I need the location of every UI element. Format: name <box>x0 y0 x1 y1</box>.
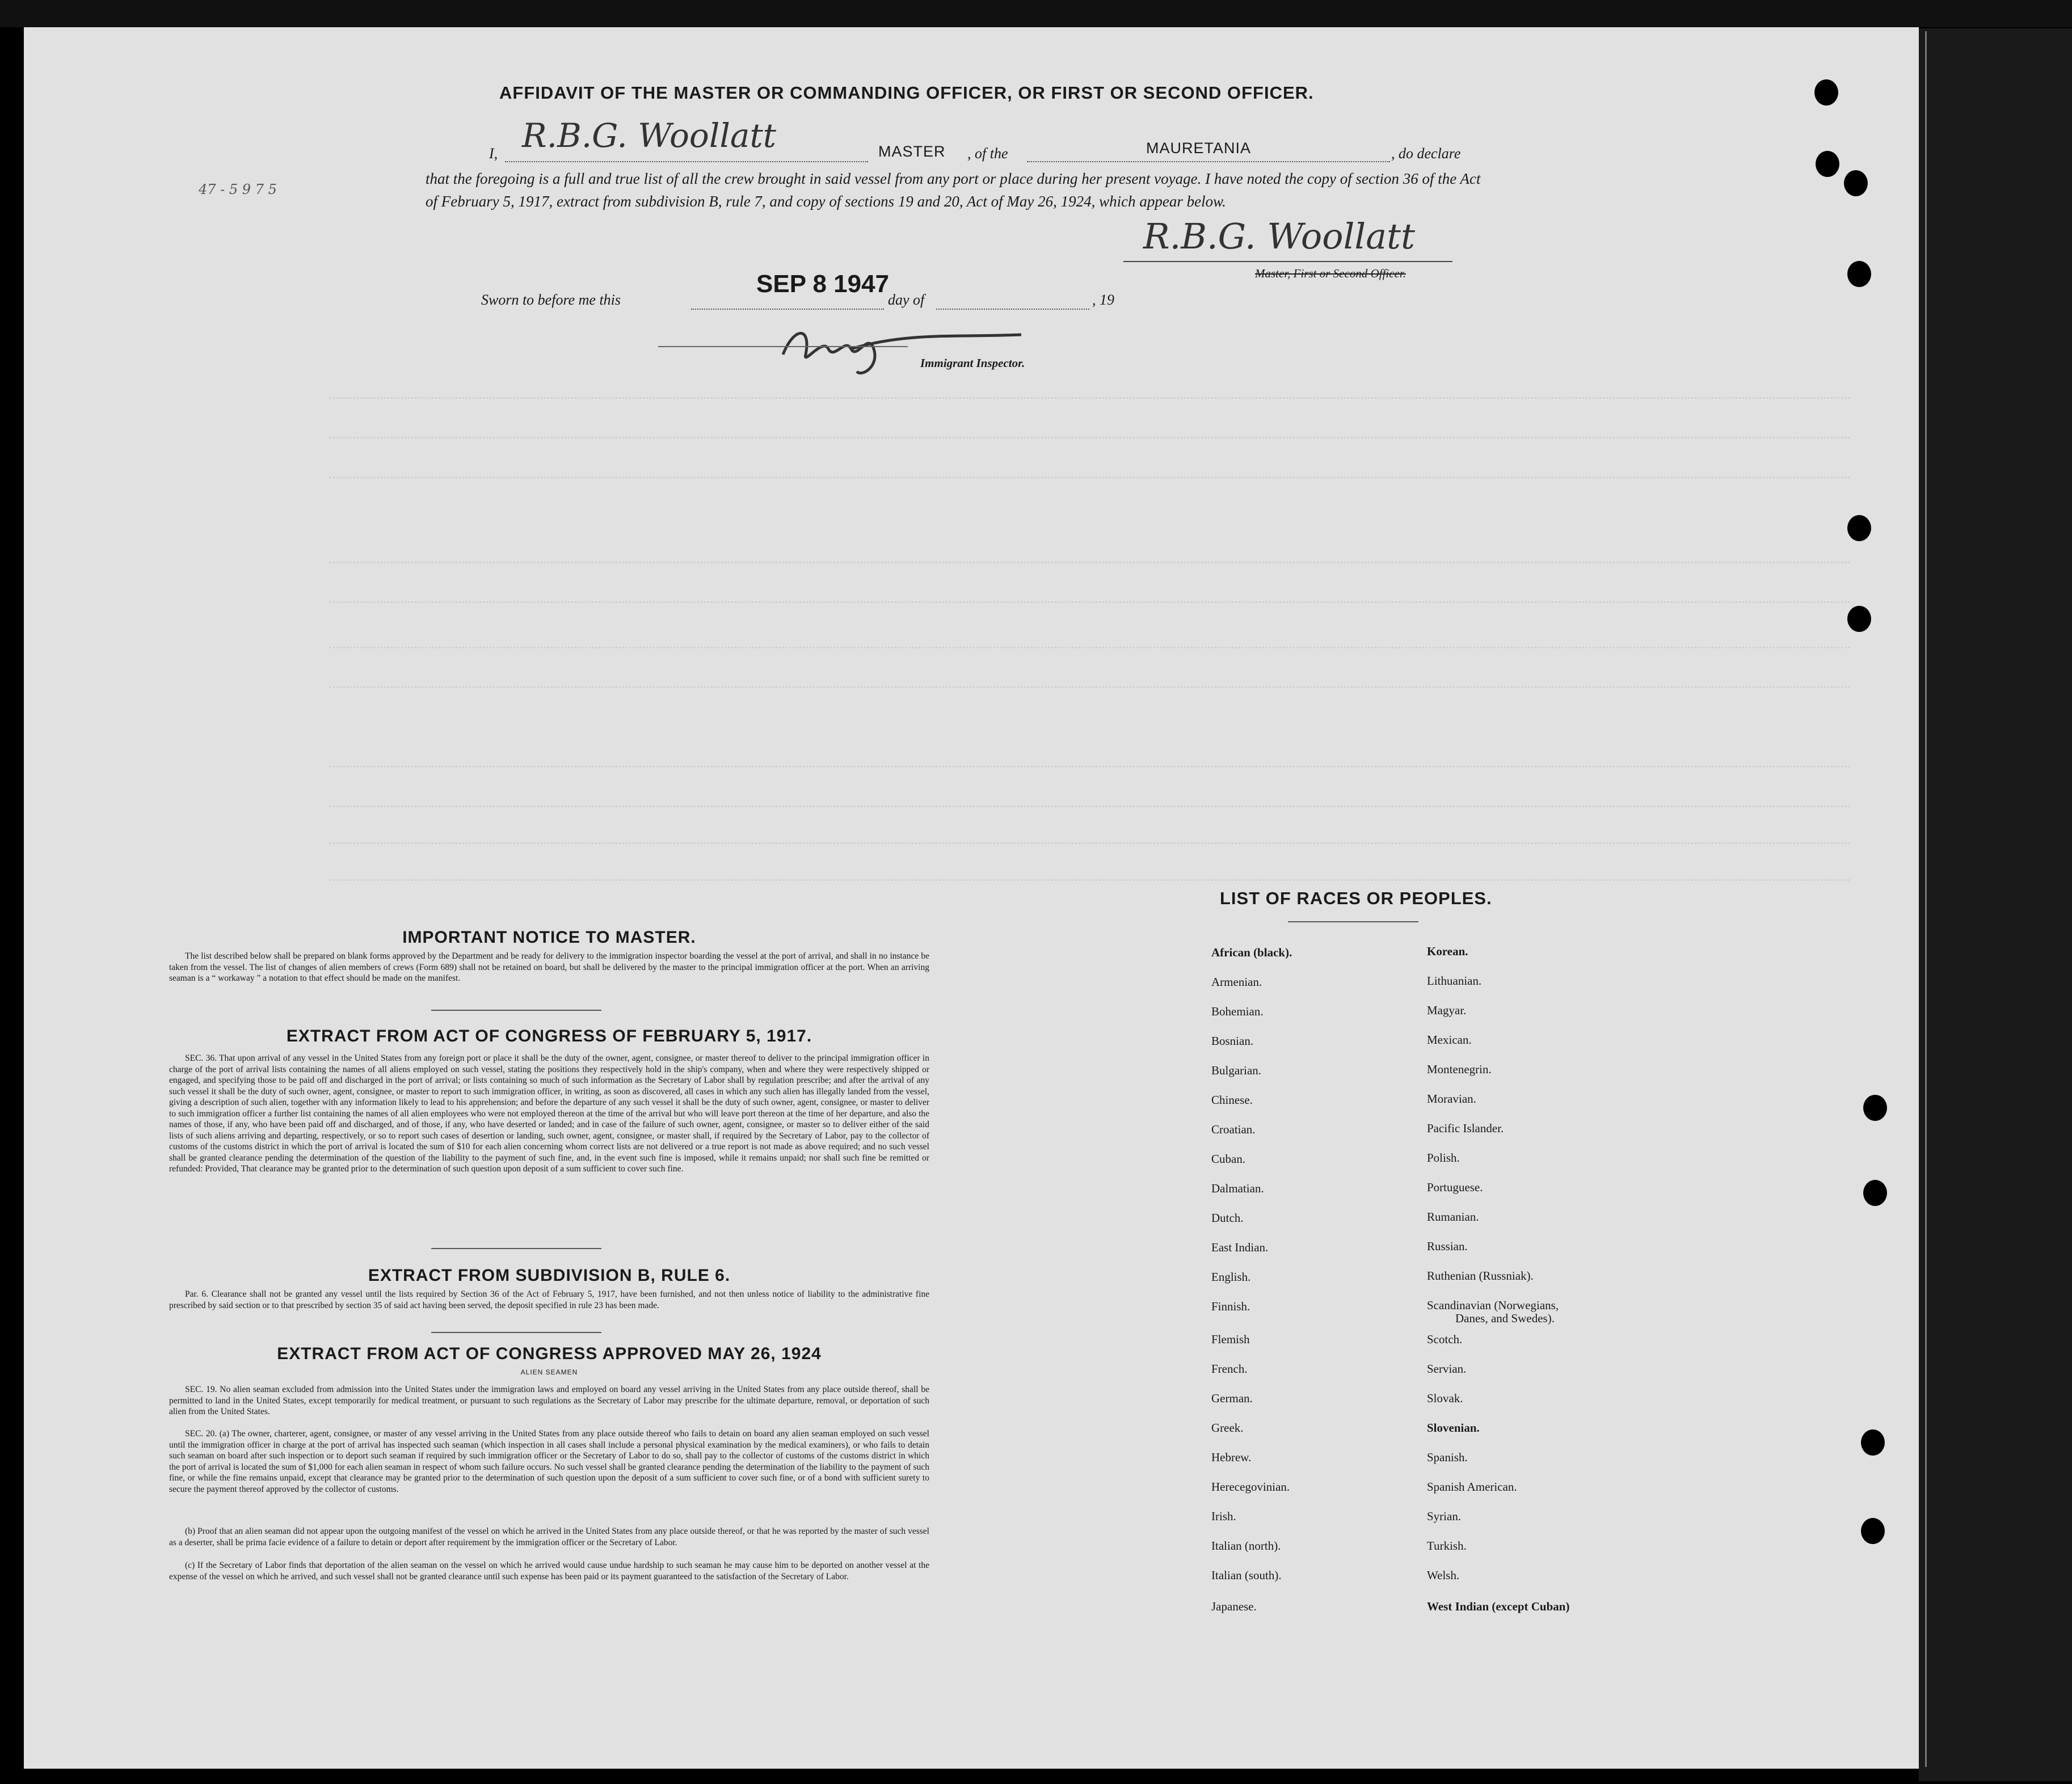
race-right-item: Rumanian. <box>1427 1210 1479 1224</box>
race-left-item: Dalmatian. <box>1211 1182 1264 1195</box>
extract-1924-subtitle: ALIEN SEAMEN <box>520 1368 578 1376</box>
signature-line <box>1123 261 1452 262</box>
day-of-label: day of <box>888 292 925 308</box>
extract-1924-sec19: SEC. 19. No alien seaman excluded from admission into the United States under the immigration laws and employed on board any vessel arriving in the United States from any place outside thereof, shall be permitted to land in the United States, except temporarily for medical treatment, or pursuant to such regulations as the Secretary of Labor may prescribe for the ultimate departure, removal, or deportation of such alien from the United States. <box>169 1385 929 1416</box>
page-edge <box>1925 31 1927 1767</box>
race-left-item: Japanese. <box>1211 1600 1257 1613</box>
race-right-item: Syrian. <box>1427 1509 1462 1523</box>
race-right-item: Servian. <box>1427 1362 1467 1376</box>
punch-hole <box>1861 1429 1885 1456</box>
affidavit-title: AFFIDAVIT OF THE MASTER OR COMMANDING OFFICER, OR FIRST OR SECOND OFFICER. <box>499 83 1314 103</box>
i-label: I, <box>489 145 498 162</box>
master-signature-right: R.B.G. Woollatt <box>1143 216 1416 257</box>
extract-1924-sec20a: SEC. 20. (a) The owner, charterer, agent, consignee, or master of any vessel arriving in the United States from any place outside thereof who fails to detain on board any alien seaman employed on such vessel until the immigration officer in charge at the port of arrival has inspected such seaman (which inspection in all cases shall include a personal physical examination by the medical examiners), or who fails to detain such seaman on board after such inspection or to deport such seaman if required by such immigration officer or the Secretary of Labor to do so, shall pay to the collector of customs of the customs district in which the port of arrival is located the sum of $1,000 for each alien seaman in respect of whom such failure occurs. No such vessel shall be granted clearance pending the determination of the liability to the payment of such fine, or while the fine remains unpaid, except that clearance may be granted prior to the determination of such question upon the deposit of a sum sufficient to cover such fine, or of a bond with sufficient surety to secure the payment thereof approved by the collector of customs. <box>169 1429 929 1494</box>
master-signature: R.B.G. Woollatt <box>522 116 777 155</box>
inspector-caption: Immigrant Inspector. <box>920 356 1025 370</box>
race-right-item: Pacific Islander. <box>1427 1121 1504 1135</box>
race-left-item: Irish. <box>1211 1509 1236 1523</box>
race-right-item: Turkish. <box>1427 1539 1467 1553</box>
inspector-line <box>658 346 908 347</box>
race-right-item: Portuguese. <box>1427 1180 1483 1194</box>
vessel-name-line <box>1027 161 1390 162</box>
notice-body: The list described below shall be prepared on blank forms approved by the Department and be ready for delivery to the immigration inspector boarding the vessel at the port of arrival, and shall in no instance be taken from the vessel. The list of changes of alien members of crews (Form 689) shall not be retained on board, but shall be delivered by the master to the principal immigration officer at the port. When an arriving seaman is a “ workaway ” a notation to that effect should be made on the manifest. <box>169 951 929 983</box>
document-page <box>24 27 1919 1769</box>
race-right-item: Moravian. <box>1427 1092 1476 1106</box>
master-role: MASTER <box>878 143 946 160</box>
bleedthrough-line <box>329 842 1850 844</box>
race-left-item: Italian (south). <box>1211 1568 1282 1582</box>
race-left-item: Hebrew. <box>1211 1450 1252 1464</box>
race-left-item: African (black). <box>1211 946 1292 959</box>
race-left-item: Dutch. <box>1211 1211 1244 1225</box>
bleedthrough-line <box>329 647 1850 648</box>
bleedthrough-line <box>329 686 1850 688</box>
race-right-item: Slovenian. <box>1427 1421 1480 1435</box>
races-divider <box>1288 921 1418 922</box>
race-left-item: Finnish. <box>1211 1300 1250 1313</box>
race-right-item: Russian. <box>1427 1239 1468 1253</box>
punch-hole <box>1847 606 1871 632</box>
bleedthrough-line <box>329 476 1850 478</box>
date-stamp: SEP 8 1947 <box>756 270 890 298</box>
do-declare-label: , do declare <box>1391 145 1461 162</box>
month-line <box>936 309 1089 310</box>
inspector-signature <box>772 315 1033 383</box>
race-left-item: Bulgarian. <box>1211 1064 1262 1077</box>
race-right-item: Korean. <box>1427 944 1468 958</box>
race-left-item: East Indian. <box>1211 1241 1269 1254</box>
year-label: , 19 <box>1092 292 1114 308</box>
punch-hole <box>1863 1180 1887 1206</box>
scan-border-top <box>0 0 2072 27</box>
race-left-item: Bosnian. <box>1211 1034 1254 1048</box>
notice-title: IMPORTANT NOTICE TO MASTER. <box>402 928 696 947</box>
race-right-item: West Indian (except Cuban) <box>1427 1600 1570 1613</box>
race-left-item: Greek. <box>1211 1421 1244 1435</box>
race-right-item: Scotch. <box>1427 1332 1463 1346</box>
race-left-item: Armenian. <box>1211 975 1262 989</box>
sworn-day-line <box>691 309 884 310</box>
bleedthrough-line <box>329 805 1850 807</box>
race-left-item: Flemish <box>1211 1332 1250 1346</box>
races-title: LIST OF RACES OR PEOPLES. <box>1220 888 1492 908</box>
bleedthrough-line <box>329 562 1850 563</box>
bleedthrough-line <box>329 766 1850 767</box>
vessel-name: MAURETANIA <box>1146 140 1252 157</box>
extract-1924-sec20c: (c) If the Secretary of Labor finds that deportation of the alien seaman on the vessel on which he arrived would cause undue hardship to such seaman he may cause him to be deported on another vessel at the expense of the vessel on which he arrived, and such vessel shall not be granted clearance until such expense has been paid or its payment guaranteed to the satisfaction of the Secretary of Labor. <box>169 1561 929 1581</box>
race-right-item: Magyar. <box>1427 1003 1467 1017</box>
race-left-item: Croatian. <box>1211 1123 1256 1136</box>
race-left-item: Italian (north). <box>1211 1539 1281 1553</box>
race-right-item: Ruthenian (Russniak). <box>1427 1269 1534 1283</box>
race-right-item: Montenegrin. <box>1427 1062 1492 1076</box>
punch-hole <box>1847 515 1871 541</box>
race-left-item: French. <box>1211 1362 1248 1376</box>
master-name-line <box>505 161 868 162</box>
extract-rule6-title: EXTRACT FROM SUBDIVISION B, RULE 6. <box>368 1266 731 1285</box>
race-left-item: Chinese. <box>1211 1093 1253 1107</box>
punch-hole <box>1847 261 1871 287</box>
declaration-text: that the foregoing is a full and true list of all the crew brought in said vessel from any port or place during her present voyage. I have noted the copy of section 36 of the Act of February 5, 1917, extract from subdivision B, rule 7, and copy of sections 19 and 20, Act of May 26, 1924, which appear below. <box>426 170 1481 210</box>
extract-1917-title: EXTRACT FROM ACT OF CONGRESS OF FEBRUARY 5, 1917. <box>286 1027 812 1045</box>
race-right-item: Spanish. <box>1427 1450 1468 1464</box>
race-right-item: Slovak. <box>1427 1391 1463 1405</box>
race-left-item: Herecegovinian. <box>1211 1480 1290 1494</box>
scan-border-right <box>1919 28 2072 1781</box>
punch-hole <box>1844 170 1868 196</box>
extract-1924-title: EXTRACT FROM ACT OF CONGRESS APPROVED MAY 26, 1924 <box>277 1344 822 1363</box>
race-right-item: Welsh. <box>1427 1568 1460 1582</box>
bleedthrough-line <box>329 601 1850 603</box>
race-right-item: Mexican. <box>1427 1033 1472 1047</box>
extract-rule6-body: Par. 6. Clearance shall not be granted any vessel until the lists required by Section 36 of the Act of February 5, 1917, have been furnished, and not then unless notice of liability to the administrative fine prescribed by said section or to that prescribed by section 35 of said act having been served, the deposit specified in rule 23 has been made. <box>169 1289 929 1310</box>
race-right-item: Polish. <box>1427 1151 1460 1165</box>
notice-divider <box>431 1010 601 1011</box>
race-right-item: Lithuanian. <box>1427 974 1482 988</box>
race-left-item: English. <box>1211 1270 1251 1284</box>
punch-hole <box>1861 1518 1885 1544</box>
race-left-item: Bohemian. <box>1211 1005 1264 1018</box>
of-the-label: , of the <box>967 145 1008 162</box>
extract-1917-divider <box>431 1248 601 1249</box>
bleedthrough-line <box>329 397 1850 399</box>
signature-caption: Master, First or Second Officer. <box>1255 267 1406 280</box>
sworn-label: Sworn to before me this <box>481 292 621 308</box>
punch-hole <box>1816 151 1839 177</box>
punch-hole <box>1863 1095 1887 1121</box>
race-right-item: Spanish American. <box>1427 1480 1517 1494</box>
extract-1917-body: SEC. 36. That upon arrival of any vessel in the United States from any foreign port or place it shall be the duty of the owner, agent, consignee, or master thereof to deliver to the principal immigration officer in charge of the port of arrival lists containing the names of all aliens employed on such vessel, stating the positions they respectively hold in the ship's company, when and where they were respectively shipped or engaged, and specifying those to be paid off and discharged in the port of arrival; or lists containing so much of such information as the Secretary of Labor shall by regulation prescribe; and after the arrival of any such vessel it shall be the duty of such owner, agent, consignee, or master to report to such immigration officer, in writing, as soon as discovered, all cases in which any such alien has illegally landed from the vessel, giving a description of such alien, together with any information likely to lead to his apprehension; and before the departure of any such vessel it shall be the duty of such owner, agent, consignee, or master to deliver to such immigration officer a further list containing the names of all alien employees who were not employed thereon at the time of the arrival but who will leave port thereon at the time of her departure, and also the names of those, if any, who have been paid off and discharged, and of those, if any, who have deserted or landed; and in case of the failure of such owner, agent, consignee, or master so to deliver either of the said lists of such aliens arriving and departing, respectively, or so to report such cases of desertion or landing, such owner, agent, consignee, or master shall, if required by the Secretary of Labor, pay to the collector of customs of the customs district in which the port of arrival is located the sum of $10 for each alien concerning whom correct lists are not delivered or a true report is not made as above required; and no such vessel shall be granted clearance pending the determination of the question of the liability to the payment of such fine, and, in the event such fine is imposed, while it remains unpaid; nor shall such fine be remitted or refunded: Provided, That clearance may be granted prior to the determination of such question upon deposit of a sum sufficient to cover such fine. <box>169 1053 929 1174</box>
margin-note: 47 - 5 9 7 5 <box>199 182 277 197</box>
race-left-item: Cuban. <box>1211 1152 1246 1166</box>
race-right-item-continued: Danes, and Swedes). <box>1455 1311 1555 1325</box>
extract-rule6-divider <box>431 1332 601 1333</box>
bleedthrough-line <box>329 437 1850 438</box>
bleedthrough-line <box>329 879 1850 881</box>
race-left-item: German. <box>1211 1391 1253 1405</box>
extract-1924-sec20b: (b) Proof that an alien seaman did not appear upon the outgoing manifest of the vessel on which he arrived in the United States from any place outside thereof, or that he was reported by the master of such vessel as a deserter, shall be prima facie evidence of a failure to detain or deport after requirement by the immigration officer or the Secretary of Labor. <box>169 1526 929 1547</box>
race-right-item: Scandinavian (Norwegians, <box>1427 1298 1559 1312</box>
punch-hole <box>1814 79 1838 106</box>
